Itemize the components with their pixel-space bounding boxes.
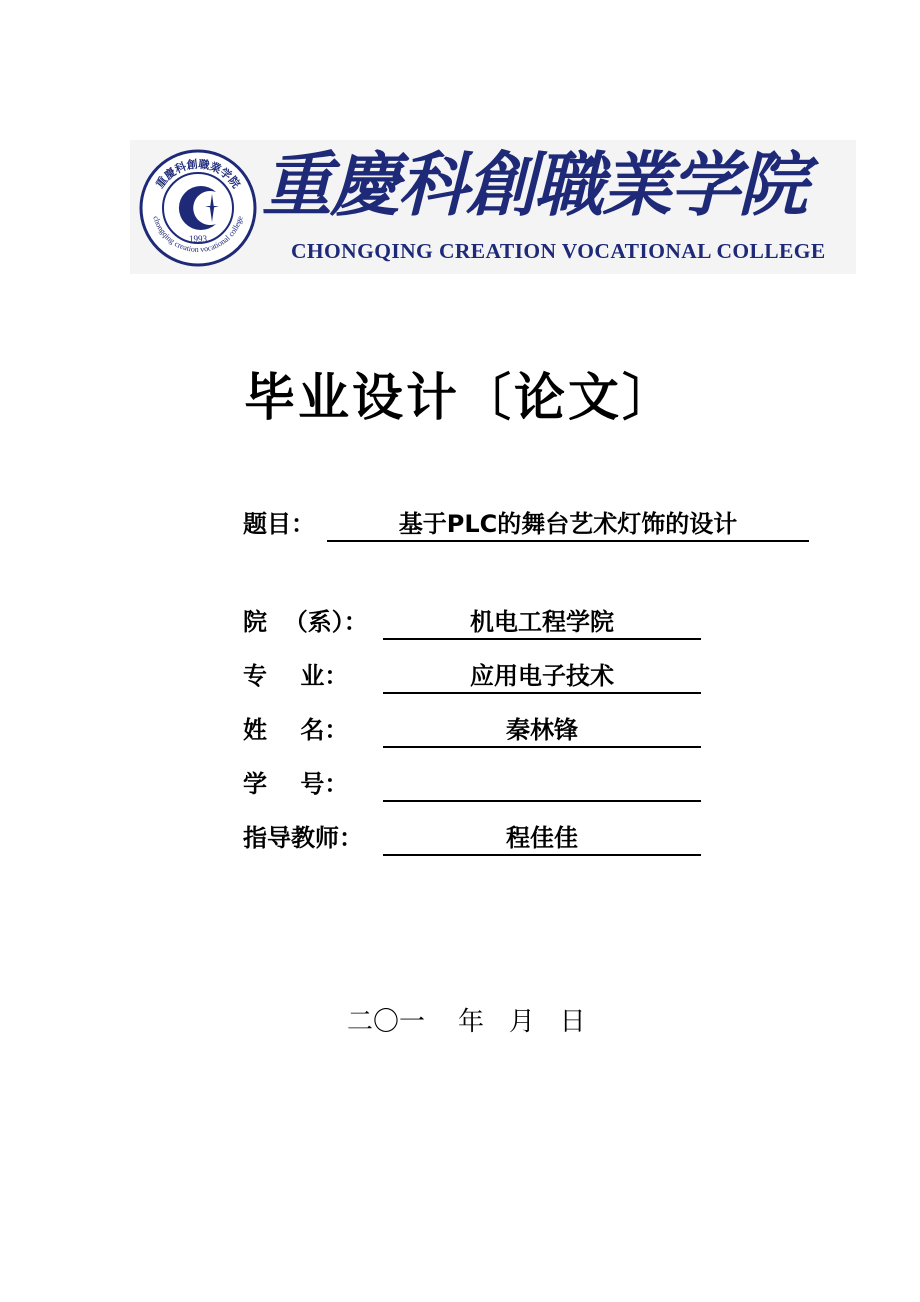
department-label: 院 （系）： <box>243 608 368 636</box>
advisor-row <box>243 822 703 854</box>
student-id-value <box>383 768 701 802</box>
name-row <box>243 714 703 746</box>
department-value: 机电工程学院 <box>383 606 701 640</box>
student-id-label: 学 号： <box>243 770 349 798</box>
topic-row <box>243 508 813 540</box>
major-value: 应用电子技术 <box>383 660 701 694</box>
date-line: 二〇一 年 月 日 <box>347 1007 586 1037</box>
name-label: 姓 名： <box>243 716 349 744</box>
advisor-value: 程佳佳 <box>383 822 701 856</box>
advisor-label: 指导教师： <box>243 824 363 852</box>
college-name-en: CHONGQING CREATION VOCATIONAL COLLEGE <box>291 239 826 263</box>
topic-label: 题目： <box>243 510 315 538</box>
document-title: 毕业设计〔论文〕 <box>243 369 676 428</box>
major-label: 专 业： <box>243 662 349 690</box>
student-id-row <box>243 768 703 800</box>
seal-text-cn: 重慶科創職業学院 <box>153 157 243 191</box>
name-value: 秦林锋 <box>383 714 701 748</box>
seal-year: 1993 <box>189 234 207 244</box>
topic-value: 基于PLC的舞台艺术灯饰的设计 <box>327 508 809 542</box>
department-row <box>243 606 703 638</box>
college-name-cn: 重慶科創職業学院 <box>262 143 806 226</box>
major-row <box>243 660 703 692</box>
college-seal-logo <box>138 148 258 268</box>
seal-text-en: chongqing creation vocational college <box>151 214 245 255</box>
